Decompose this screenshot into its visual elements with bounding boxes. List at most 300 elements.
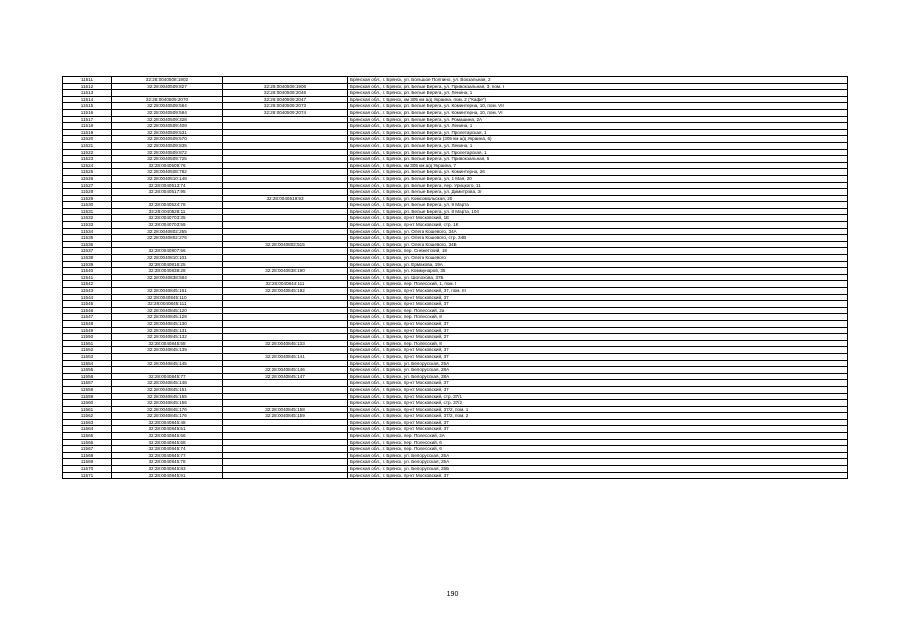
row-number-cell: 11546 bbox=[63, 307, 112, 314]
address-cell: Брянская обл., г. Брянск, пр-кт Московский, стр. 37/1 bbox=[348, 393, 848, 400]
row-number-cell: 11556 bbox=[63, 373, 112, 380]
cadastral-number-cell: 32:28:0040508:1902 bbox=[112, 77, 223, 84]
table-row bbox=[63, 162, 848, 169]
table-row bbox=[63, 142, 848, 149]
table-row bbox=[63, 393, 848, 400]
cadastral-number-cell: 32:28:0040845:151 bbox=[112, 386, 223, 393]
cadastral-number-cell: 32:28:0040845:51 bbox=[112, 426, 223, 433]
cadastral-number-cell bbox=[112, 353, 223, 360]
building-cadastral-number-cell bbox=[223, 123, 348, 130]
row-number-cell: 11516 bbox=[63, 109, 112, 116]
cadastral-number-cell: 32:28:0040509:2070 bbox=[112, 96, 223, 103]
building-cadastral-number-cell bbox=[223, 472, 348, 479]
cadastral-number-cell: 32:28:0040845:176 bbox=[112, 413, 223, 420]
row-number-cell: 11566 bbox=[63, 439, 112, 446]
row-number-cell: 11521 bbox=[63, 142, 112, 149]
address-cell: Брянская обл., г. Брянск, ул. Олега Кошевого, 34А bbox=[348, 228, 848, 235]
table-row bbox=[63, 386, 848, 393]
address-cell: Брянская обл., г. Брянск, пр-кт Московский, 37 bbox=[348, 327, 848, 334]
address-cell: Брянская обл., г. Брянск, пер. Снежетский, 18 bbox=[348, 248, 848, 255]
row-number-cell: 11564 bbox=[63, 426, 112, 433]
row-number-cell: 11511 bbox=[63, 77, 112, 84]
row-number-cell: 11532 bbox=[63, 215, 112, 222]
row-number-cell: 11561 bbox=[63, 406, 112, 413]
building-cadastral-number-cell bbox=[223, 419, 348, 426]
building-cadastral-number-cell bbox=[223, 162, 348, 169]
row-number-cell: 11544 bbox=[63, 294, 112, 301]
cadastral-number-cell: 32:28:0040838:28 bbox=[112, 268, 223, 275]
table-row bbox=[63, 406, 848, 413]
row-number-cell: 11569 bbox=[63, 459, 112, 466]
table-row bbox=[63, 116, 848, 123]
building-cadastral-number-cell bbox=[223, 452, 348, 459]
address-cell: Брянская обл., г. Брянск, пр-кт Московский, 37 bbox=[348, 320, 848, 327]
cadastral-number-cell: 32:28:0040845:129 bbox=[112, 314, 223, 321]
row-number-cell: 11519 bbox=[63, 129, 112, 136]
table-row bbox=[63, 208, 848, 215]
row-number-cell: 11537 bbox=[63, 248, 112, 255]
building-cadastral-number-cell bbox=[223, 446, 348, 453]
address-cell: Брянская обл., г. Брянск, ул. Белорусская, 25А bbox=[348, 452, 848, 459]
row-number-cell: 11536 bbox=[63, 241, 112, 248]
address-cell: Брянская обл., г. Брянск, пр-кт Московский, 37/2, пом. 2 bbox=[348, 413, 848, 420]
cadastral-number-cell: 32:28:0040703:35 bbox=[112, 215, 223, 222]
cadastral-number-cell: 32:28:0040845:56 bbox=[112, 433, 223, 440]
table-row bbox=[63, 215, 848, 222]
address-cell: Брянская обл., г. Брянск, пер. Полесский, 6 bbox=[348, 439, 848, 446]
table-row bbox=[63, 367, 848, 374]
address-cell: Брянская обл., г. Брянск, рп. Белые Берега, ул. Ленина, 1 bbox=[348, 90, 848, 97]
cadastral-number-cell: 32:28:0040509:872 bbox=[112, 149, 223, 156]
address-cell: Брянская обл., г. Брянск, рп. Белые Берега, ул. Пролетарская, 1 bbox=[348, 149, 848, 156]
cadastral-number-cell: 32:28:0040845:155 bbox=[112, 393, 223, 400]
table-row bbox=[63, 195, 848, 202]
address-cell: Брянская обл., г. Брянск, пр-кт Московский, 37 bbox=[348, 386, 848, 393]
table-row bbox=[63, 136, 848, 143]
row-number-cell: 11513 bbox=[63, 90, 112, 97]
table-row bbox=[63, 413, 848, 420]
row-number-cell: 11545 bbox=[63, 301, 112, 308]
cadastral-number-cell: 32:28:0040845:148 bbox=[112, 380, 223, 387]
row-number-cell: 11539 bbox=[63, 261, 112, 268]
cadastral-number-cell: 32:28:0040816:25 bbox=[112, 261, 223, 268]
building-cadastral-number-cell bbox=[223, 77, 348, 84]
address-cell: Брянская обл., г. Брянск, км 305 км а/д Украина, пом. 2 ("Кафе") bbox=[348, 96, 848, 103]
row-number-cell: 11517 bbox=[63, 116, 112, 123]
row-number-cell: 11543 bbox=[63, 288, 112, 295]
address-cell: Брянская обл., г. Брянск, пр-кт Московский, 37 bbox=[348, 353, 848, 360]
cadastral-number-cell: 32:28:0040509:827 bbox=[112, 83, 223, 90]
row-number-cell: 11568 bbox=[63, 452, 112, 459]
table-row bbox=[63, 169, 848, 176]
cadastral-number-cell: 32:28:0040509:570 bbox=[112, 136, 223, 143]
address-cell: Брянская обл., г. Брянск, рп. Белые Берега, ул. Коминтерна, 10, пом. VI bbox=[348, 109, 848, 116]
building-cadastral-number-cell bbox=[223, 175, 348, 182]
cadastral-number-cell: 32:28:0040845:131 bbox=[112, 327, 223, 334]
cadastral-number-cell: 32:28:0040845:110 bbox=[112, 294, 223, 301]
address-cell: Брянская обл., г. Брянск, пр-кт Московский, 37 bbox=[348, 419, 848, 426]
address-cell: Брянская обл., г. Брянск, рп. Белые Берега, ул. Коминтерна, 26 bbox=[348, 169, 848, 176]
building-cadastral-number-cell: 32:28:0040845:147 bbox=[223, 373, 348, 380]
table-row bbox=[63, 248, 848, 255]
table-row bbox=[63, 228, 848, 235]
table-row bbox=[63, 222, 848, 229]
building-cadastral-number-cell: 32:28:0040509:2074 bbox=[223, 109, 348, 116]
table-row bbox=[63, 340, 848, 347]
address-cell: Брянская обл., г. Брянск, рп. Белые Берега, ул. Ленина, 1 bbox=[348, 123, 848, 130]
table-row bbox=[63, 301, 848, 308]
row-number-cell: 11542 bbox=[63, 281, 112, 288]
cadastral-number-cell: 32:28:0040513:74 bbox=[112, 182, 223, 189]
address-cell: Брянская обл., г. Брянск, пр-кт Московский, 1Е bbox=[348, 215, 848, 222]
building-cadastral-number-cell bbox=[223, 466, 348, 473]
building-cadastral-number-cell bbox=[223, 393, 348, 400]
cadastral-number-cell: 32:28:0040509:328 bbox=[112, 116, 223, 123]
table-row bbox=[63, 156, 848, 163]
row-number-cell: 11555 bbox=[63, 367, 112, 374]
cadastral-number-cell: 32:28:0040509:584 bbox=[112, 109, 223, 116]
building-cadastral-number-cell bbox=[223, 400, 348, 407]
address-cell: Брянская обл., г. Брянск, рп. Белые Берега, ул. 1 Мая, 20 bbox=[348, 175, 848, 182]
address-cell: Брянская обл., г. Брянск, пр-кт Московский, стр. 1К bbox=[348, 222, 848, 229]
row-number-cell: 11534 bbox=[63, 228, 112, 235]
table-row bbox=[63, 274, 848, 281]
table-row bbox=[63, 360, 848, 367]
row-number-cell: 11535 bbox=[63, 235, 112, 242]
cadastral-number-cell: 32:28:0040802:276 bbox=[112, 235, 223, 242]
address-cell: Брянская обл., г. Брянск, пр-кт Московский, 37 bbox=[348, 426, 848, 433]
table-row bbox=[63, 327, 848, 334]
cadastral-number-cell: 32:28:0040510:148 bbox=[112, 175, 223, 182]
address-cell: Брянская обл., г. Брянск, ул. Шолохова, 37Б bbox=[348, 274, 848, 281]
cadastral-number-cell: 32:28:0040509:725 bbox=[112, 156, 223, 163]
building-cadastral-number-cell bbox=[223, 215, 348, 222]
table-row bbox=[63, 281, 848, 288]
address-cell: Брянская обл., г. Брянск, рп. Белые Берега, ул. Коминтерна, 10, пом. VII bbox=[348, 103, 848, 110]
cadastral-number-cell: 32:28:0040845:161 bbox=[112, 288, 223, 295]
row-number-cell: 11529 bbox=[63, 195, 112, 202]
address-cell: Брянская обл., г. Брянск, пр-кт Московский, 37 bbox=[348, 347, 848, 354]
address-cell: Брянская обл., г. Брянск, рп. Белые Берега, пер. Урицкого, 11 bbox=[348, 182, 848, 189]
cadastral-number-cell: 32:28:0040528:11 bbox=[112, 208, 223, 215]
building-cadastral-number-cell bbox=[223, 156, 348, 163]
table-row bbox=[63, 268, 848, 275]
row-number-cell: 11541 bbox=[63, 274, 112, 281]
building-cadastral-number-cell bbox=[223, 301, 348, 308]
building-cadastral-number-cell bbox=[223, 320, 348, 327]
table-row bbox=[63, 446, 848, 453]
cadastral-number-cell: 32:28:0040845:83 bbox=[112, 466, 223, 473]
address-cell: Брянская обл., г. Брянск, ул. Олега Кошевого, 34Б bbox=[348, 241, 848, 248]
building-cadastral-number-cell bbox=[223, 426, 348, 433]
building-cadastral-number-cell bbox=[223, 307, 348, 314]
cadastral-number-cell: 32:28:0040517:95 bbox=[112, 189, 223, 196]
row-number-cell: 11523 bbox=[63, 156, 112, 163]
table-row bbox=[63, 452, 848, 459]
cadastral-number-cell: 32:28:0040509:531 bbox=[112, 129, 223, 136]
address-cell: Брянская обл., г. Брянск, ул. Олега Кошевого bbox=[348, 255, 848, 262]
address-cell: Брянская обл., г. Брянск, ул. Белорусская, 28А bbox=[348, 367, 848, 374]
building-cadastral-number-cell bbox=[223, 182, 348, 189]
building-cadastral-number-cell: 32:28:0040838:190 bbox=[223, 268, 348, 275]
table-row bbox=[63, 459, 848, 466]
row-number-cell: 11538 bbox=[63, 255, 112, 262]
cadastral-number-cell: 32:28:0040845:132 bbox=[112, 334, 223, 341]
building-cadastral-number-cell: 32:28:0040845:158 bbox=[223, 406, 348, 413]
building-cadastral-number-cell bbox=[223, 314, 348, 321]
table-row bbox=[63, 400, 848, 407]
building-cadastral-number-cell: 32:28:0040509:2047 bbox=[223, 96, 348, 103]
row-number-cell: 11549 bbox=[63, 327, 112, 334]
row-number-cell: 11563 bbox=[63, 419, 112, 426]
building-cadastral-number-cell: 32:28:0040509:2073 bbox=[223, 103, 348, 110]
cadastral-number-cell: 32:28:0040845:130 bbox=[112, 320, 223, 327]
address-cell: Брянская обл., г. Брянск, пр-кт Московский, 37 bbox=[348, 472, 848, 479]
cadastral-number-cell: 32:28:0040524:78 bbox=[112, 202, 223, 209]
row-number-cell: 11514 bbox=[63, 96, 112, 103]
building-cadastral-number-cell bbox=[223, 189, 348, 196]
address-cell: Брянская обл., г. Брянск, рп. Белые Берега, ул. Ромашина, 2А bbox=[348, 116, 848, 123]
address-cell: Брянская обл., г. Брянск, пер. Полесский, 2а bbox=[348, 307, 848, 314]
address-cell: Брянская обл., г. Брянск, ул. Большое Полпино, ул. Вокзальная, 2 bbox=[348, 77, 848, 84]
row-number-cell: 11554 bbox=[63, 360, 112, 367]
cadastral-number-cell: 32:28:0040845:176 bbox=[112, 406, 223, 413]
address-cell: Брянская обл., г. Брянск, рп. Белые Берега, ул. Димитрова, 3г bbox=[348, 189, 848, 196]
address-cell: Брянская обл., г. Брянск, пр-кт Московский, 37, пом. III bbox=[348, 288, 848, 295]
cadastral-number-cell: 32:28:0040845:139 bbox=[112, 347, 223, 354]
address-cell: Брянская обл., г. Брянск, ул. Белорусская, 28А bbox=[348, 373, 848, 380]
row-number-cell: 11571 bbox=[63, 472, 112, 479]
building-cadastral-number-cell bbox=[223, 116, 348, 123]
row-number-cell: 11512 bbox=[63, 83, 112, 90]
building-cadastral-number-cell bbox=[223, 169, 348, 176]
table-row bbox=[63, 103, 848, 110]
cadastral-number-cell: 32:28:0040802:255 bbox=[112, 228, 223, 235]
building-cadastral-number-cell: 32:28:0040509:2046 bbox=[223, 90, 348, 97]
building-cadastral-number-cell bbox=[223, 274, 348, 281]
cadastral-number-cell: 32:28:0040845:156 bbox=[112, 400, 223, 407]
row-number-cell: 11533 bbox=[63, 222, 112, 229]
building-cadastral-number-cell: 32:28:0040509:1906 bbox=[223, 83, 348, 90]
row-number-cell: 11530 bbox=[63, 202, 112, 209]
cadastral-number-cell bbox=[112, 90, 223, 97]
table-row bbox=[63, 182, 848, 189]
cadastral-number-cell: 32:28:0040509:584 bbox=[112, 103, 223, 110]
row-number-cell: 11551 bbox=[63, 340, 112, 347]
row-number-cell: 11520 bbox=[63, 136, 112, 143]
table-row bbox=[63, 109, 848, 116]
table-row bbox=[63, 347, 848, 354]
cadastral-number-cell: 32:28:0040838:584 bbox=[112, 274, 223, 281]
table-row bbox=[63, 235, 848, 242]
address-cell: Брянская обл., г. Брянск, ул. Белорусская, 25А bbox=[348, 360, 848, 367]
table-row bbox=[63, 288, 848, 295]
table-row bbox=[63, 439, 848, 446]
table-row bbox=[63, 96, 848, 103]
building-cadastral-number-cell bbox=[223, 261, 348, 268]
building-cadastral-number-cell: 32:28:0040845:141 bbox=[223, 353, 348, 360]
row-number-cell: 11558 bbox=[63, 386, 112, 393]
table-row bbox=[63, 149, 848, 156]
building-cadastral-number-cell: 32:28:0040845:192 bbox=[223, 288, 348, 295]
building-cadastral-number-cell bbox=[223, 222, 348, 229]
address-cell: Брянская обл., г. Брянск, пр-кт Московский, 37 bbox=[348, 334, 848, 341]
address-cell: Брянская обл., г. Брянск, рп. Белые Берега, ул. Привокзальная, 5 bbox=[348, 156, 848, 163]
cadastral-number-cell: 32:28:0040703:59 bbox=[112, 222, 223, 229]
table-row bbox=[63, 426, 848, 433]
building-cadastral-number-cell bbox=[223, 294, 348, 301]
address-cell: Брянская обл., г. Брянск, пер. Полесский, 8 bbox=[348, 340, 848, 347]
building-cadastral-number-cell bbox=[223, 459, 348, 466]
row-number-cell: 11557 bbox=[63, 380, 112, 387]
building-cadastral-number-cell bbox=[223, 149, 348, 156]
cadastral-number-cell bbox=[112, 241, 223, 248]
cadastral-number-cell: 32:28:0040845:91 bbox=[112, 472, 223, 479]
address-cell: Брянская обл., г. Брянск, ул. Ермакова, 19А bbox=[348, 261, 848, 268]
address-cell: Брянская обл., г. Брянск, ул. Олега Кошевого, стр. 34В bbox=[348, 235, 848, 242]
table-row bbox=[63, 175, 848, 182]
cadastral-number-cell: 32:28:0040807:56 bbox=[112, 248, 223, 255]
row-number-cell: 11527 bbox=[63, 182, 112, 189]
row-number-cell: 11528 bbox=[63, 189, 112, 196]
building-cadastral-number-cell: 32:28:0040844:111 bbox=[223, 281, 348, 288]
table-row bbox=[63, 202, 848, 209]
table-row bbox=[63, 90, 848, 97]
address-cell: Брянская обл., г. Брянск, ул. Комсомольская, 20 bbox=[348, 195, 848, 202]
building-cadastral-number-cell bbox=[223, 439, 348, 446]
building-cadastral-number-cell: 32:28:0040802:515 bbox=[223, 241, 348, 248]
row-number-cell: 11565 bbox=[63, 433, 112, 440]
cadastral-number-cell: 32:28:0040845:77 bbox=[112, 452, 223, 459]
table-row bbox=[63, 373, 848, 380]
table-row bbox=[63, 466, 848, 473]
cadastral-number-cell: 32:28:0040845:77 bbox=[112, 373, 223, 380]
row-number-cell: 11562 bbox=[63, 413, 112, 420]
table-row bbox=[63, 334, 848, 341]
address-cell: Брянская обл., г. Брянск, пер. Полесский, 1, пом. I bbox=[348, 281, 848, 288]
cadastral-number-cell bbox=[112, 367, 223, 374]
table-body bbox=[63, 77, 848, 479]
address-cell: Брянская обл., г. Брянск, пр-кт Московский, 37 bbox=[348, 294, 848, 301]
table-row bbox=[63, 314, 848, 321]
cadastral-number-cell: 32:28:0040509:835 bbox=[112, 142, 223, 149]
cadastral-number-cell: 32:28:0040810:101 bbox=[112, 255, 223, 262]
cadastral-number-cell: 32:28:0040509:409 bbox=[112, 123, 223, 130]
building-cadastral-number-cell bbox=[223, 202, 348, 209]
address-cell: Брянская обл., г. Брянск, пр-кт Московский, 37/2, пом. 1 bbox=[348, 406, 848, 413]
row-number-cell: 11522 bbox=[63, 149, 112, 156]
cadastral-number-cell: 32:28:0040845:74 bbox=[112, 446, 223, 453]
table-row bbox=[63, 255, 848, 262]
row-number-cell: 11553 bbox=[63, 353, 112, 360]
row-number-cell: 11560 bbox=[63, 400, 112, 407]
row-number-cell: 11518 bbox=[63, 123, 112, 130]
building-cadastral-number-cell bbox=[223, 228, 348, 235]
table-row bbox=[63, 129, 848, 136]
row-number-cell: 11550 bbox=[63, 334, 112, 341]
building-cadastral-number-cell: 32:28:0040518:93 bbox=[223, 195, 348, 202]
table-row bbox=[63, 419, 848, 426]
page-number: 190 bbox=[446, 591, 459, 598]
address-cell: Брянская обл., г. Брянск, пр-кт Московский, стр. 37/2 bbox=[348, 400, 848, 407]
row-number-cell: 11524 bbox=[63, 162, 112, 169]
table-row bbox=[63, 294, 848, 301]
row-number-cell: 11567 bbox=[63, 446, 112, 453]
building-cadastral-number-cell bbox=[223, 248, 348, 255]
address-cell: Брянская обл., г. Брянск, км 305 км а/д Украина, 7 bbox=[348, 162, 848, 169]
cadastral-number-cell bbox=[112, 281, 223, 288]
address-cell: Брянская обл., г. Брянск, пр-кт Московский, 37 bbox=[348, 301, 848, 308]
table-row bbox=[63, 320, 848, 327]
row-number-cell: 11526 bbox=[63, 175, 112, 182]
address-cell: Брянская обл., г. Брянск, пер. Полесский, 6 bbox=[348, 446, 848, 453]
building-cadastral-number-cell bbox=[223, 386, 348, 393]
row-number-cell: 11531 bbox=[63, 208, 112, 215]
table-row bbox=[63, 189, 848, 196]
cadastral-number-cell: 32:28:0040845:58 bbox=[112, 340, 223, 347]
table-row bbox=[63, 77, 848, 84]
cadastral-number-cell: 32:28:0040845:68 bbox=[112, 439, 223, 446]
building-cadastral-number-cell bbox=[223, 347, 348, 354]
building-cadastral-number-cell bbox=[223, 142, 348, 149]
row-number-cell: 11552 bbox=[63, 347, 112, 354]
building-cadastral-number-cell bbox=[223, 334, 348, 341]
address-cell: Брянская обл., г. Брянск, ул. Коммунаров, 35 bbox=[348, 268, 848, 275]
address-cell: Брянская обл., г. Брянск, ул. Белорусская, 25А bbox=[348, 459, 848, 466]
address-cell: Брянская обл., г. Брянск, рп. Белые Берега, ул. Ленина, 1 bbox=[348, 142, 848, 149]
table-row bbox=[63, 83, 848, 90]
building-cadastral-number-cell bbox=[223, 380, 348, 387]
building-cadastral-number-cell: 32:28:0040845:146 bbox=[223, 367, 348, 374]
table-row bbox=[63, 307, 848, 314]
address-cell: Брянская обл., г. Брянск, рп. Белые Берега, ул. Пролетарская, 1 bbox=[348, 129, 848, 136]
address-cell: Брянская обл., г. Брянск, ул. Белорусская, 25Б bbox=[348, 466, 848, 473]
address-cell: Брянская обл., г. Брянск, рп. Белые Берега, ул. Привокзальная, 3, пом. I bbox=[348, 83, 848, 90]
building-cadastral-number-cell bbox=[223, 360, 348, 367]
building-cadastral-number-cell bbox=[223, 235, 348, 242]
row-number-cell: 11540 bbox=[63, 268, 112, 275]
table-row bbox=[63, 123, 848, 130]
address-cell: Брянская обл., г. Брянск, рп. Белые Берега, ул. 8 Марта, 104 bbox=[348, 208, 848, 215]
building-cadastral-number-cell bbox=[223, 129, 348, 136]
cadastral-number-cell: 32:28:0040509:76 bbox=[112, 162, 223, 169]
building-cadastral-number-cell: 32:28:0040845:159 bbox=[223, 413, 348, 420]
table-row bbox=[63, 380, 848, 387]
row-number-cell: 11525 bbox=[63, 169, 112, 176]
cadastral-number-cell: 32:28:0040508:782 bbox=[112, 169, 223, 176]
row-number-cell: 11559 bbox=[63, 393, 112, 400]
building-cadastral-number-cell bbox=[223, 433, 348, 440]
row-number-cell: 11570 bbox=[63, 466, 112, 473]
row-number-cell: 11548 bbox=[63, 320, 112, 327]
address-cell: Брянская обл., г. Брянск, пр-кт Московский, 37 bbox=[348, 380, 848, 387]
cadastral-number-cell: 32:28:0040845:78 bbox=[112, 459, 223, 466]
address-cell: Брянская обл., г. Брянск, рп. Белые Берега (305 км а/д Украина, 6) bbox=[348, 136, 848, 143]
table-row bbox=[63, 261, 848, 268]
cadastral-number-cell: 32:28:0040845:120 bbox=[112, 307, 223, 314]
building-cadastral-number-cell: 32:28:0040845:133 bbox=[223, 340, 348, 347]
cadastral-number-cell bbox=[112, 195, 223, 202]
table-row bbox=[63, 433, 848, 440]
building-cadastral-number-cell bbox=[223, 208, 348, 215]
table-row bbox=[63, 353, 848, 360]
table-row bbox=[63, 472, 848, 479]
address-cell: Брянская обл., г. Брянск, пер. Полесский, 8 bbox=[348, 314, 848, 321]
building-cadastral-number-cell bbox=[223, 136, 348, 143]
address-cell: Брянская обл., г. Брянск, пер. Полесский, 2А bbox=[348, 433, 848, 440]
row-number-cell: 11547 bbox=[63, 314, 112, 321]
address-cell: Брянская обл., г. Брянск, рп. Белые Берега, ул. 8 Марта bbox=[348, 202, 848, 209]
